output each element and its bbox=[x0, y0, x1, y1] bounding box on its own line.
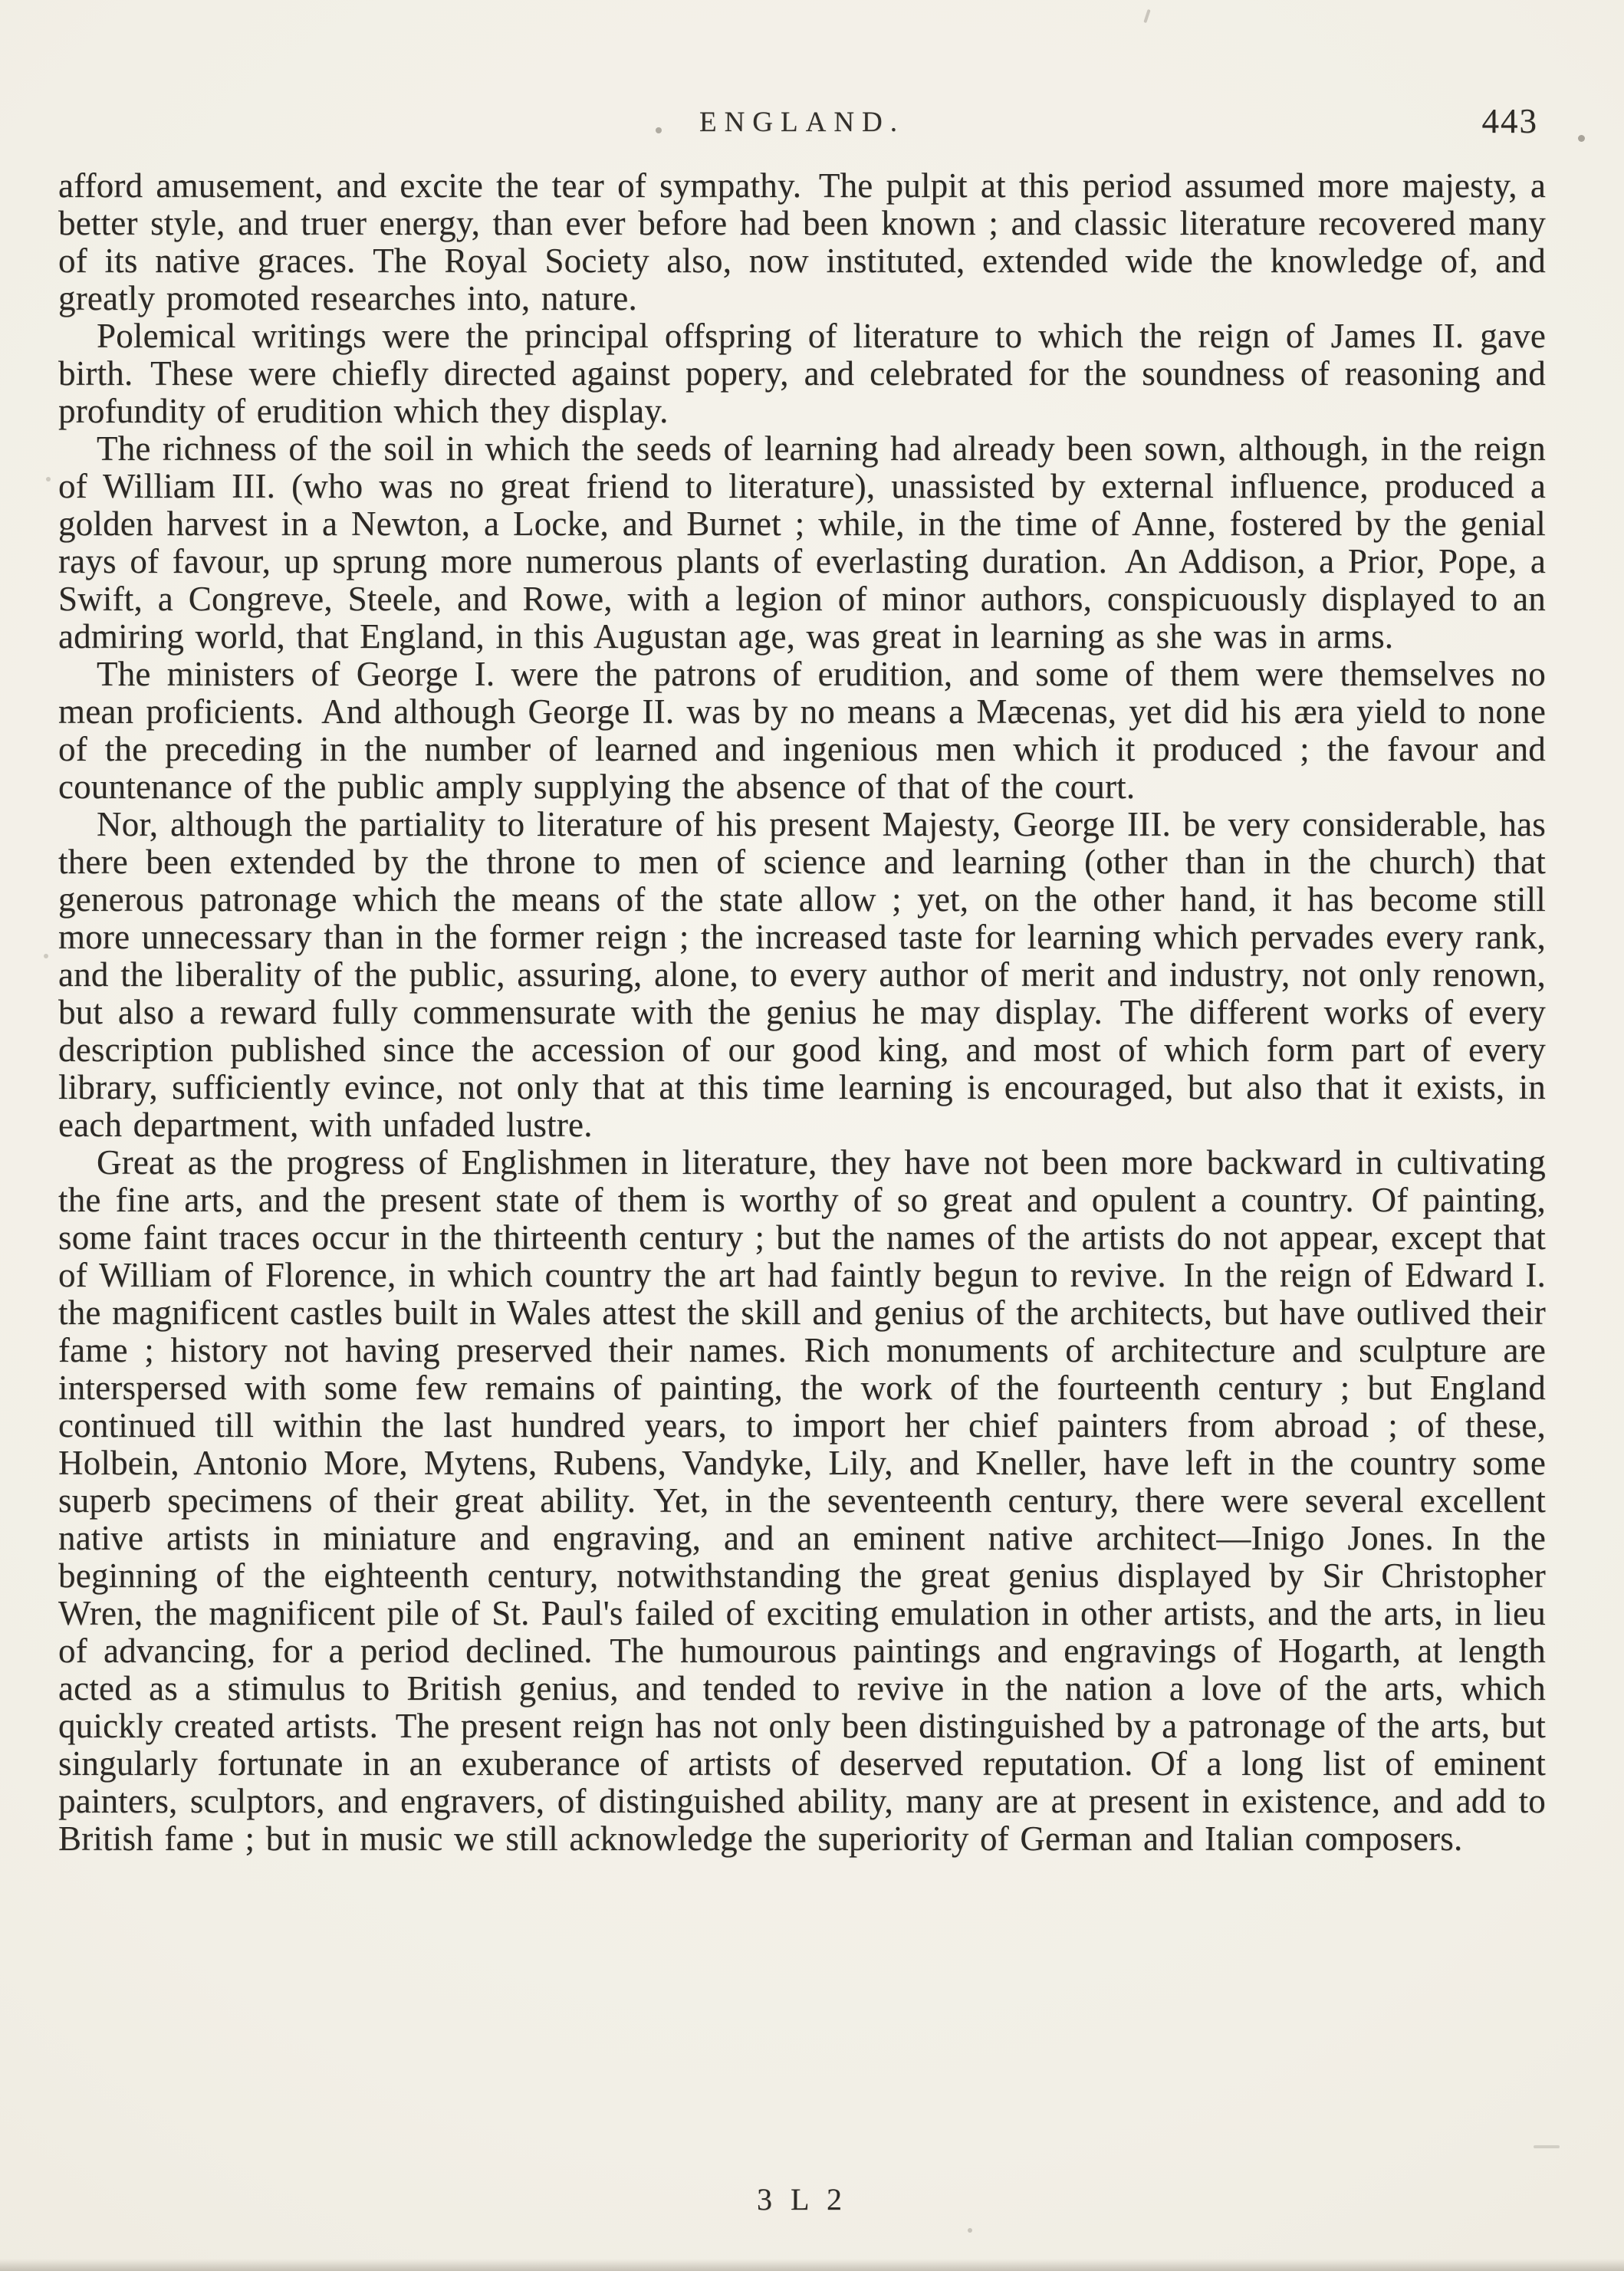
scan-speck bbox=[968, 2228, 972, 2233]
paragraph: The ministers of George I. were the patrons of erudition, and some of them were themselves no mean proficients. And although George II. was by no means a Mæcenas, yet did his æra yield to none of the preceding in the number of learned and ingenious men which it produced ; the favour and countenance of the public amply supplying the absence of that of the court. bbox=[58, 655, 1546, 806]
paragraph: Polemical writings were the principal offspring of literature to which the reign of James II. gave birth. These were chiefly directed against popery, and celebrated for the soundness of reasoning and profundity of erudition which they display. bbox=[58, 317, 1546, 430]
page-number: 443 bbox=[1481, 102, 1538, 140]
page-text bbox=[58, 167, 1546, 1858]
scan-speck bbox=[1578, 135, 1585, 142]
scan-speck bbox=[1534, 2145, 1560, 2148]
running-title: ENGLAND. bbox=[699, 107, 906, 138]
scan-speck bbox=[1143, 9, 1150, 23]
paragraph: The richness of the soil in which the seeds of learning had already been sown, although, in the reign of William III. (who was no great friend to literature), unassisted by external influence, produced a golden harvest in a Newton, a Locke, and Burnet ; while, in the time of Anne, fostered by the genial rays of favour, up sprung more numerous plants of everlasting duration. An Addison, a Prior, Pope, a Swift, a Congreve, Steele, and Rowe, with a legion of minor authors, conspicuously displayed to an admiring world, that England, in this Augustan age, was great in learning as she was in arms. bbox=[58, 429, 1546, 656]
paragraph: afford amusement, and excite the tear of sympathy. The pulpit at this period assumed more majesty, a better style, and truer energy, than ever before had been known ; and classic literature recovered many of its native graces. The Royal Society also, now instituted, extended wide the knowledge of, and greatly promoted researches into, nature. bbox=[58, 166, 1546, 317]
scan-speck bbox=[44, 954, 48, 958]
signature-mark: 3 L 2 bbox=[757, 2182, 847, 2217]
page-footer bbox=[58, 2181, 1546, 2217]
paragraph: Great as the progress of Englishmen in literature, they have not been more backward in cultivating the fine arts, and the present state of them is worthy of so great and opulent a country. Of painting, some faint traces occur in the thirteenth century ; but the names of the artists do not appear, except that of William of Florence, in which country the art had faintly begun to revive. In the reign of Edward I. the magnificent castles built in Wales attest the skill and genius of the architects, but have outlived their fame ; history not having preserved their names. Rich monuments of architecture and sculpture are interspersed with some few remains of painting, the work of the fourteenth century ; but England continued till within the last hundred years, to import her chief painters from abroad ; of these, Holbein, Antonio More, Mytens, Rubens, Vandyke, Lily, and Kneller, have left in the country some superb specimens of their great ability. Yet, in the seventeenth century, there were several excellent native artists in miniature and engraving, and an eminent native architect—Inigo Jones. In the beginning of the eighteenth century, notwithstanding the great genius displayed by Sir Christopher Wren, the magnificent pile of St. Paul's failed of exciting emulation in other artists, and the arts, in lieu of advancing, for a period declined. The humourous paintings and engravings of Hogarth, at length acted as a stimulus to British genius, and tended to revive in the nation a love of the arts, which quickly created artists. The present reign has not only been distinguished by a patronage of the arts, but singularly fortunate in an exuberance of artists of deserved reputation. Of a long list of eminent painters, sculptors, and engravers, of distinguished ability, many are at present in existence, and add to British fame ; but in music we still acknowledge the superiority of German and Italian composers. bbox=[58, 1143, 1546, 1858]
scan-speck bbox=[46, 477, 51, 481]
page-header bbox=[58, 102, 1546, 152]
paragraph: Nor, although the partiality to literature of his present Majesty, George III. be very considerable, has there been extended by the throne to men of science and learning (other than in the church) that generous patronage which the means of the state allow ; yet, on the other hand, it has become still more unnecessary than in the former reign ; the increased taste for learning which pervades every rank, and the liberality of the public, assuring, alone, to every author of merit and industry, not only renown, but also a reward fully commensurate with the genius he may display. The different works of every description published since the accession of our good king, and most of which form part of every library, sufficiently evince, not only that at this time learning is encouraged, but also that it exists, in each department, with unfaded lustre. bbox=[58, 805, 1546, 1144]
